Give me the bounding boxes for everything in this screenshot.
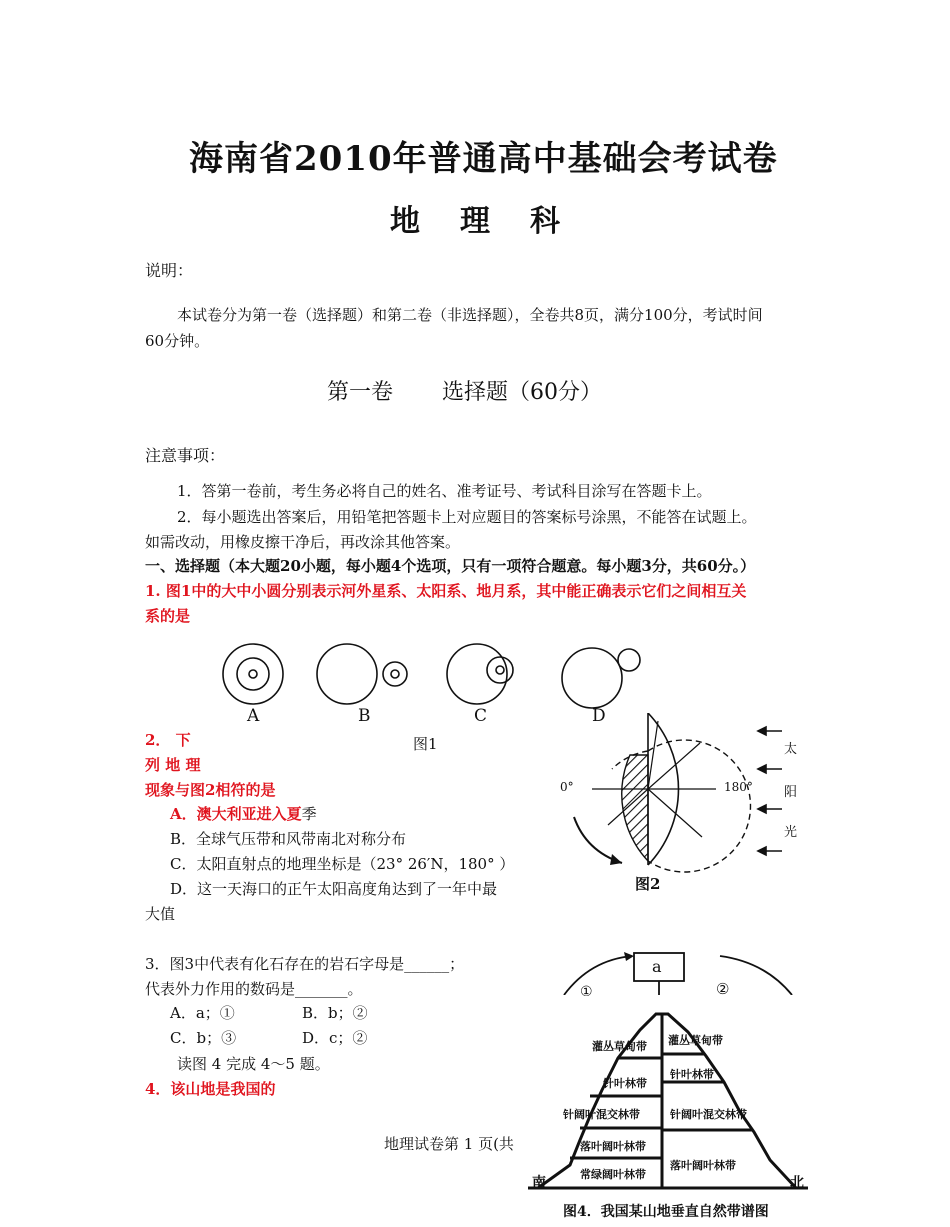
notes-item-2-line-2: 如需改动，用橡皮擦干净后，再改涂其他答案。 (145, 533, 461, 551)
fig4-right-belt-2: 针叶林带 (670, 1068, 714, 1081)
intro-line-2: 60分钟。 (145, 332, 210, 350)
subject-char-2: 理 (460, 204, 490, 239)
q1-line-1: 1. 图1中的大中小圆分别表示河外星系、太阳系、地月系，其中能正确表示它们之间相互关 (145, 582, 747, 600)
fig4-caption: 图4．我国某山地垂直自然带谱图 (563, 1204, 769, 1220)
q2-option-a-rest: 季 (301, 805, 317, 823)
subject-heading (370, 196, 580, 240)
fig1-a-outer (223, 644, 283, 704)
fig1-d-large (562, 648, 622, 708)
q4-text: 4．该山地是我国的 (145, 1080, 276, 1098)
fig4-right-belt-1: 灌丛草甸带 (668, 1034, 723, 1047)
q2-line-3: 现象与图2相符的是 (145, 781, 276, 799)
section-heading: 一、选择题（本大题20小题，每小题4个选项，只有一项符合题意。每小题3分，共60分。） (145, 557, 756, 575)
fig1-c-middle (487, 657, 513, 683)
subject-char-3: 科 (530, 204, 560, 239)
fig2-dashed-circle (648, 740, 750, 872)
q2-option-d-line-2: 大值 (145, 905, 176, 923)
q3-line-2: 代表外力作用的数码是_______。 (145, 980, 363, 998)
fig3-box-label: a (652, 957, 662, 976)
subject-char-1: 地 (390, 204, 420, 239)
fig1-caption: 图1 (413, 735, 438, 753)
fig1-d-small (618, 649, 640, 671)
q2-option-d-line-1: D．这一天海口的正午太阳高度角达到了一年中最 (170, 880, 498, 898)
page-footer: 地理试卷第 1 页(共 (384, 1135, 514, 1153)
q2-option-c: C．太阳直射点的地理坐标是（23° 26′N，180° ） (170, 855, 515, 873)
fig1-label-b: B (358, 706, 371, 726)
q2-option-b: B．全球气压带和风带南北对称分布 (170, 830, 407, 848)
fig2-rotation-arrow (574, 817, 622, 863)
figure-1-circles (210, 640, 670, 710)
fig1-b-dot (391, 670, 399, 678)
fig2-label-180: 180° (724, 780, 753, 794)
fig4-north: 北 (790, 1175, 804, 1191)
notes-item-2-line-1: 2．每小题选出答案后，用铅笔把答题卡上对应题目的答案标号涂黑，不能答在试题上。 (177, 508, 757, 526)
fig1-a-inner (249, 670, 257, 678)
q45-intro: 读图 4 完成 4～5 题。 (177, 1055, 330, 1073)
fig3-mark-2: ② (716, 980, 730, 998)
fig1-b-large (317, 644, 377, 704)
figure-2-earth (550, 713, 802, 895)
fig1-b-small (383, 662, 407, 686)
fig3-mark-1: ① (580, 984, 593, 996)
q2-line-1: 2． 下 (145, 731, 191, 749)
fig4-left-belt-5: 常绿阔叶林带 (580, 1168, 646, 1181)
fig4-mountain-outline (538, 1014, 796, 1188)
fig2-sun-char-2: 阳 (784, 785, 798, 800)
fig2-caption: 图2 (635, 875, 661, 893)
intro-line-1: 本试卷分为第一卷（选择题）和第二卷（非选择题），全卷共8页，满分100分，考试时间 (177, 306, 763, 324)
q3-option-b: B．b；② (302, 1004, 368, 1022)
q3-option-c: C．b；③ (170, 1029, 237, 1047)
fig4-left-belt-1: 灌丛草甸带 (592, 1040, 647, 1053)
fig4-left-belt-3: 针阔叶混交林带 (563, 1108, 640, 1121)
fig2-label-0: 0° (560, 780, 574, 794)
notes-label: 注意事项： (145, 446, 226, 465)
figure-3-rock-cycle (560, 950, 795, 995)
fig1-a-middle (237, 658, 269, 690)
q2-line-2: 列 地 理 (145, 756, 201, 774)
fig2-sun-char-1: 太 (784, 742, 798, 757)
fig4-right-belt-4: 落叶阔叶林带 (670, 1159, 736, 1172)
fig1-label-c: C (474, 706, 488, 726)
intro-label: 说明： (145, 261, 194, 280)
fig4-left-belt-2: 针叶林带 (603, 1077, 647, 1090)
fig4-left-belt-4: 落叶阔叶林带 (580, 1140, 646, 1153)
q1-line-2: 系的是 (145, 607, 191, 625)
fig1-label-d: D (592, 706, 606, 726)
fig2-night-region (622, 755, 648, 861)
part1-title-right: 选择题（60分） (442, 380, 602, 405)
q3-option-a: A．a；① (170, 1004, 235, 1022)
notes-item-1: 1．答第一卷前，考生务必将自己的姓名、准考证号、考试科目涂写在答题卡上。 (177, 482, 712, 500)
fig1-c-dot (496, 666, 504, 674)
q3-option-d: D．c；② (302, 1029, 368, 1047)
q2-option-a (170, 803, 317, 824)
fig4-right-belt-3: 针阔叶混交林带 (670, 1108, 747, 1121)
q2-option-a-highlight: A．澳大利亚进入夏 (170, 805, 302, 823)
fig1-label-a: A (247, 706, 260, 726)
fig4-south: 南 (532, 1175, 546, 1191)
q3-line-1: 3．图3中代表有化石存在的岩石字母是______； (145, 955, 465, 973)
part1-title-left: 第一卷 (327, 380, 394, 405)
fig2-sun-char-3: 光 (784, 825, 798, 840)
exam-title: 海南省2010年普通高中基础会考试卷 (189, 139, 778, 179)
